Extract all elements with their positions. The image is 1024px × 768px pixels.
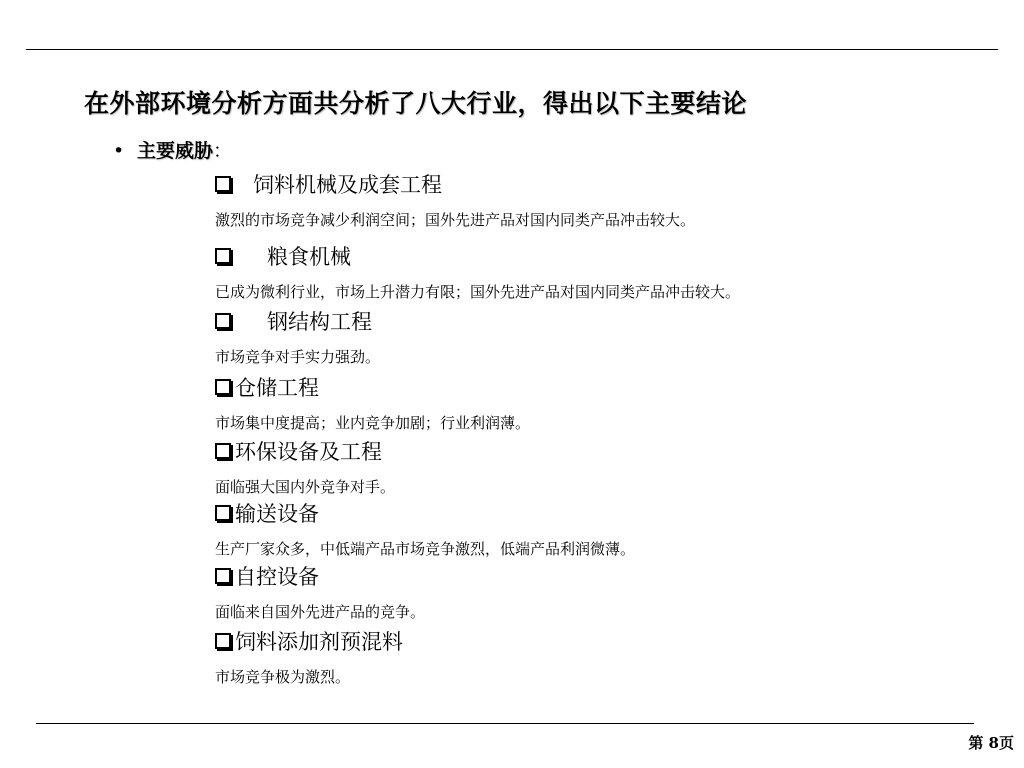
item-heading: 自控设备 [235, 565, 319, 589]
threat-item [215, 169, 695, 230]
top-divider [26, 49, 998, 50]
item-heading: 粮食机械 [267, 245, 351, 269]
item-description: 激烈的市场竞争减少利润空间；国外先进产品对国内同类产品冲击较大。 [215, 211, 696, 229]
item-description: 市场集中度提高；业内竞争加剧；行业利润薄。 [215, 414, 531, 432]
item-heading: 仓储工程 [235, 376, 319, 400]
item-heading: 输送设备 [235, 502, 319, 526]
bottom-divider [36, 723, 974, 724]
checkbox-square-icon [215, 379, 231, 395]
threat-item [215, 372, 530, 433]
item-description: 市场竞争极为激烈。 [215, 668, 351, 686]
item-heading: 饲料机械及成套工程 [253, 173, 442, 197]
item-description: 已成为微利行业，市场上升潜力有限；国外先进产品对国内同类产品冲击较大。 [215, 283, 741, 301]
threat-item [215, 626, 403, 687]
checkbox-square-icon [215, 568, 231, 584]
item-description: 市场竞争对手实力强劲。 [215, 348, 381, 366]
item-heading: 钢结构工程 [267, 310, 372, 334]
checkbox-square-icon [215, 176, 231, 192]
checkbox-square-icon [215, 443, 231, 459]
threat-item [215, 436, 395, 497]
bullet-dot: • [113, 140, 125, 162]
checkbox-square-icon [215, 313, 231, 329]
threat-item [215, 241, 740, 302]
checkbox-square-icon [215, 248, 231, 264]
threat-item [215, 306, 380, 367]
bullet-label: 主要威胁 [137, 140, 214, 162]
item-description: 面临来自国外先进产品的竞争。 [215, 603, 426, 621]
threat-item [215, 498, 635, 559]
item-description: 生产厂家众多，中低端产品市场竞争激烈，低端产品利润微薄。 [215, 540, 636, 558]
item-heading: 饲料添加剂预混料 [235, 630, 403, 654]
slide-title: 在外部环境分析方面共分析了八大行业，得出以下主要结论 [84, 89, 748, 118]
threat-item [215, 561, 425, 622]
threats-bullet [113, 136, 232, 163]
page-number: 第 8页 [968, 734, 1014, 752]
item-heading: 环保设备及工程 [235, 440, 382, 464]
bullet-colon: ： [213, 140, 233, 162]
checkbox-square-icon [215, 633, 231, 649]
item-description: 面临强大国内外竞争对手。 [215, 478, 396, 496]
checkbox-square-icon [215, 505, 231, 521]
